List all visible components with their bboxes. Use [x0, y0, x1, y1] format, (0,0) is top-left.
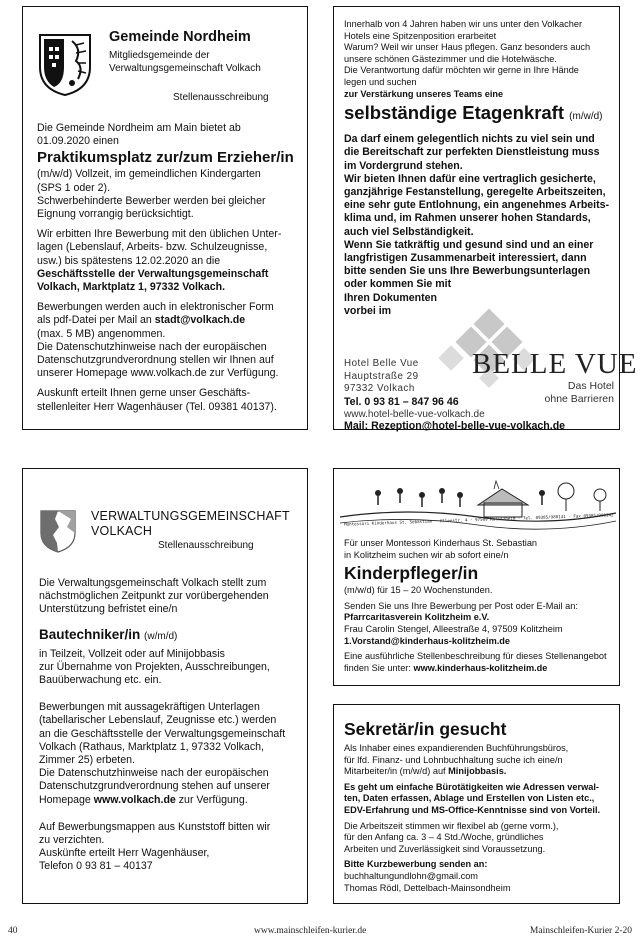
text-line: Wir bieten Ihnen dafür eine vertraglich gesicherte, [344, 172, 596, 185]
text-line: stellenleiter Herr Wagenhäuser (Tel. 09381 40137). [37, 400, 277, 413]
text-line: bitte senden Sie uns Ihre Bewerbungsunterlagen [344, 265, 591, 278]
ad-body [344, 718, 616, 894]
text-line: Auf Bewerbungsmappen aus Kunststoff bitten wir [39, 820, 271, 833]
intro-line: legen und suchen [344, 76, 417, 87]
text-line: Datenschutzgrundverordnung stehen auf unserer [39, 780, 270, 793]
ad-kind: Stellenausschreibung [173, 92, 269, 103]
text-line: (max. 5 MB) angenommen. [37, 327, 166, 340]
title-line: VERWALTUNGSGEMEINSCHAFT [91, 509, 290, 523]
ad-body [344, 19, 616, 318]
text-line: Da darf einem gelegentlich nichts zu viel sein und [344, 133, 595, 146]
subtitle-line: Mitgliedsgemeinde der [109, 50, 210, 61]
ad-gemeinde-nordheim [22, 6, 308, 430]
job-headline: Praktikumsplatz zur/zum Erzieher/in [37, 149, 294, 167]
text-line: zur Übernahme von Projekten, Ausschreibungen, [39, 660, 270, 673]
text-line: unserer Homepage www.volkach.de zur Verfügung. [37, 367, 279, 380]
logo-tagline: ohne Barrieren [544, 393, 614, 405]
text-line: lagen (Lebenslauf, Arbeits- bzw. Schulzeugnisse, [37, 241, 268, 254]
intro-line: 01.09.2020 einen [37, 135, 119, 148]
belle-vue-logo [442, 307, 638, 405]
job-title: Bautechniker/in [39, 626, 141, 642]
website-link[interactable]: www.kinderhaus-kolitzheim.de [413, 662, 548, 673]
ad-verwaltungsgemeinschaft-volkach [22, 468, 308, 904]
text-line: Unterstützung befristet eine/n [39, 603, 178, 616]
gender-suffix: (m/w/d) [569, 111, 603, 123]
subtitle-line: Verwaltungsgemeinschaft Volkach [109, 63, 261, 74]
text-line: Zimmer 25) erbeten. [39, 754, 135, 767]
text-line: Wir erbitten Ihre Bewerbung mit den üblichen Unter- [37, 228, 282, 241]
intro-line: in Kolitzheim suchen wir ab sofort eine/n [344, 549, 509, 560]
text-line: Ihren Dokumenten [344, 291, 438, 304]
page-footer [8, 926, 632, 940]
text-line: Die Verwaltungsgemeinschaft Volkach stellt zum [39, 577, 267, 589]
text-fragment: als pdf-Datei per Mail an [37, 314, 155, 327]
ad-hotel-belle-vue [333, 6, 638, 433]
contact-person: Thomas Rödl, Dettelbach-Mainsondheim [344, 882, 511, 893]
text-line: Telefon 0 93 81 – 40137 [39, 860, 153, 873]
intro-line: Innerhalb von 4 Jahren haben wir uns unter den Volkacher [344, 19, 583, 29]
address-line: Geschäftsstelle der Verwaltungsgemeinschaft [37, 267, 269, 280]
send-line: Senden Sie uns Ihre Bewerbung per Post oder E-Mail an: [344, 600, 578, 611]
text-line: zu verzichten. [39, 834, 105, 847]
text-line: Als Inhaber eines expandierenden Buchführungsbüros, [344, 743, 569, 753]
send-title: Bitte Kurzbewerbung senden an: [344, 859, 488, 870]
text-line: für den Anfang ca. 3 – 4 Std./Woche, gründliches [344, 832, 544, 843]
text-emphasis: Minijobbasis. [448, 766, 507, 777]
ad-title: Gemeinde Nordheim [109, 29, 251, 45]
text-line: Die Datenschutzhinweise nach der europäischen [39, 767, 269, 780]
address-line: Hauptstraße 29 [344, 370, 419, 382]
text-line: langfristigen Zusammenarbeit interessiert, dann [344, 251, 587, 264]
text-line: die Bereitschaft zur perfekten Dienstleistung muss [344, 146, 600, 159]
text-line: klima und, im Rahmen unserer hohen Standards, [344, 212, 591, 225]
banner-text: Montessori Kinderhaus St. Sebastian · Alleestr. 4 · 97509 Kolitzheim · Tel. 09385/980141 · Fax 09385/980142 [343, 512, 614, 527]
hotel-address [344, 358, 419, 396]
intro-line: Die Verantwortung dafür möchten wir gerne in Ihre Hände [344, 65, 579, 76]
logo-wordmark: BELLE VUE [472, 348, 638, 380]
text-line: Schwerbehinderte Bewerber werden bei gleicher [37, 194, 266, 207]
ad-body [37, 122, 301, 414]
website-link[interactable]: www.volkach.de [93, 793, 176, 806]
kinderhaus-banner-illustration [338, 477, 618, 539]
ad-kinderhaus-kolitzheim [333, 468, 620, 686]
email-link[interactable]: 1.Vorstand@kinderhaus-kolitzheim.de [344, 635, 511, 646]
ad-body [344, 538, 616, 674]
text-line: in Teilzeit, Vollzeit oder auf Minijobbasis [39, 647, 225, 660]
text-line: auch viel Selbständigkeit. [344, 225, 474, 238]
text-line: Eignung vorrangig berücksichtigt. [37, 208, 194, 221]
volkach-emblem-icon [39, 509, 77, 553]
text-line: ten, Daten erfassen, Ablage und Erstellen von Listen etc., [344, 793, 595, 804]
text-line: Die Arbeitszeit stimmen wir flexibel ab (gerne vorm.), [344, 820, 559, 831]
text-line: im Vordergrund stehen. [344, 159, 463, 172]
text-line [344, 766, 616, 778]
text-line: nächstmöglichen Zeitpunkt zur vorübergehenden [39, 590, 269, 603]
organization-name: Pfarrcaritasverein Kolitzheim e.V. [344, 612, 490, 623]
job-headline: Sekretär/in gesucht [344, 719, 507, 739]
text-line: Arbeiten und Zuverlässigkeit sind Voraussetzung. [344, 843, 546, 854]
logo-tagline: Das Hotel [567, 380, 614, 392]
job-headline: Kinderpfleger/in [344, 563, 479, 584]
address-line: Volkach, Marktplatz 1, 97332 Volkach. [37, 281, 226, 294]
nordheim-coat-of-arms-icon [36, 27, 94, 97]
address-line: Hotel Belle Vue [344, 358, 419, 369]
address-line: 97332 Volkach [344, 383, 415, 395]
text-line: Datenschutzgrundverordnung stellen wir Ihnen auf [37, 354, 274, 367]
title-line: VOLKACH [91, 524, 153, 538]
text-line: Bauüberwachung etc. ein. [39, 674, 162, 687]
email-link[interactable]: stadt@volkach.de [154, 314, 246, 327]
text-line: EDV-Erfahrung und MS-Office-Kenntnisse sind von Vorteil. [344, 804, 601, 815]
text-fragment: zur Verfügung. [175, 793, 248, 806]
text-line: Die Datenschutzhinweise nach der europäischen [37, 340, 267, 353]
text-line: Eine ausführliche Stellenbeschreibung für dieses Stellenangebot [344, 651, 607, 662]
text-line: Bewerbungen werden auch in elektronischer Form [37, 301, 274, 314]
text-line: Auskünfte erteilt Herr Wagenhäuser, [39, 847, 210, 860]
website-link[interactable]: www.hotel-belle-vue-volkach.de [344, 409, 485, 421]
text-line: (m/w/d) Vollzeit, im gemeindlichen Kindergarten [37, 168, 261, 181]
page-number: 40 [8, 926, 18, 936]
email-link[interactable]: Mail: Rezeption@hotel-belle-vue-volkach.de [344, 420, 566, 433]
text-line: Es geht um einfache Bürotätigkeiten wie Adressen verwal- [344, 781, 599, 792]
hours-line: (m/w/d) für 15 – 20 Wochenstunden. [344, 585, 493, 596]
lead-line: zur Verstärkung unseres Teams eine [344, 88, 504, 99]
text-line [37, 314, 301, 327]
hotel-contact [344, 396, 616, 433]
text-line: usw.) bis spätestens 12.02.2020 an die [37, 254, 221, 267]
text-fragment: Homepage [39, 793, 94, 806]
text-line: oder kommen Sie mit [344, 278, 452, 291]
phone-number: Tel. 0 93 81 – 847 96 46 [344, 396, 459, 408]
text-fragment: finden Sie unter: [344, 662, 414, 673]
text-line: Volkach (Rathaus, Marktplatz 1, 97332 Volkach, [39, 740, 264, 753]
text-line: Wenn Sie tatkräftig und gesund sind und an einer [344, 238, 594, 251]
job-title: selbständige Etagenkraft [344, 102, 565, 124]
intro-line: Für unser Montessori Kinderhaus St. Sebastian [344, 538, 538, 548]
text-line [344, 663, 616, 675]
text-fragment: Mitarbeiter/in (m/w/d) auf [344, 766, 449, 777]
text-line: Auskunft erteilt Ihnen gerne unser Geschäfts- [37, 387, 251, 400]
ad-body [39, 577, 301, 874]
text-line: an die Geschäftsstelle der Verwaltungsgemeinschaft [39, 727, 286, 740]
job-headline [39, 626, 301, 646]
intro-line: Hotels eine Spitzenposition erarbeitet [344, 30, 497, 41]
intro-line: Die Gemeinde Nordheim am Main bietet ab [37, 122, 241, 134]
ad-subtitle [109, 49, 261, 75]
text-line: für lfd. Finanz- und Lohnbuchhaltung suche ich eine/n [344, 754, 563, 765]
intro-line: Warum? Weil wir unser Haus pflegen. Ganz besonders auch [344, 42, 591, 53]
text-line [39, 794, 301, 807]
text-line: eine sehr gute Entlohnung, ein angenehmes Arbeits- [344, 199, 610, 212]
text-line: (SPS 1 oder 2). [37, 181, 111, 194]
issue-label: Mainschleifen-Kurier 2-20 [529, 926, 632, 936]
gender-suffix: (w/m/d) [144, 630, 178, 642]
footer-url[interactable]: www.mainschleifen-kurier.de [254, 926, 367, 936]
text-line: vorbei im [344, 304, 392, 317]
ad-kind: Stellenausschreibung [158, 540, 254, 551]
text-line: Bewerbungen mit aussagekräftigen Unterlagen [39, 701, 260, 714]
text-line: ganzjährige Festanstellung, geregelte Arbeitszeiten, [344, 185, 606, 198]
email-link[interactable]: buchhaltungundlohn@gmail.com [344, 870, 478, 881]
ad-title [91, 509, 290, 539]
intro-line: unsere schönen Gästezimmer und die Hotelwäsche. [344, 53, 557, 64]
job-headline [344, 101, 616, 129]
text-line: (tabellarischer Lebenslauf, Zeugnisse etc.) werden [39, 714, 277, 727]
ad-sekretaer-gesucht [333, 704, 620, 904]
contact-person: Frau Carolin Stengel, Alleestraße 4, 97509 Kolitzheim [344, 623, 563, 634]
